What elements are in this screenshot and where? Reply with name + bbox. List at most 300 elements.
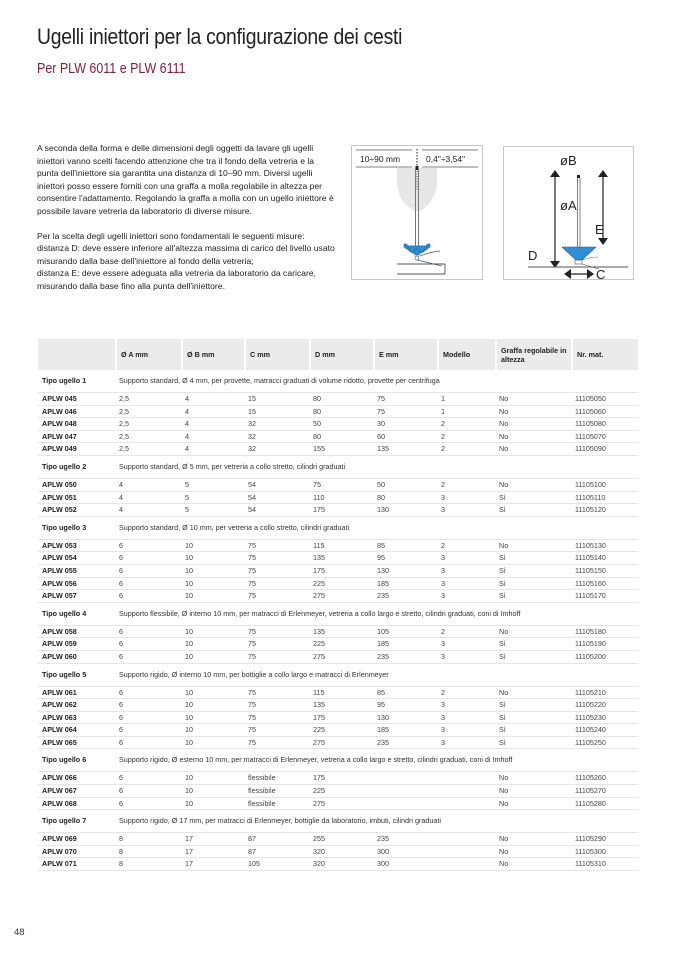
product-code: APLW 052 bbox=[38, 504, 115, 517]
cell: 11105080 bbox=[571, 418, 638, 431]
table-row bbox=[38, 785, 638, 798]
cell: 1 bbox=[437, 406, 495, 419]
injector-dimension-illustration bbox=[504, 147, 633, 279]
cell: 15 bbox=[244, 406, 309, 419]
product-code: APLW 063 bbox=[38, 712, 115, 725]
product-code: APLW 064 bbox=[38, 724, 115, 737]
page-subtitle: Per PLW 6011 e PLW 6111 bbox=[37, 61, 186, 77]
cell: Sì bbox=[495, 724, 571, 737]
product-code: APLW 057 bbox=[38, 590, 115, 603]
cell: 3 bbox=[437, 552, 495, 565]
cell: 11105130 bbox=[571, 540, 638, 553]
cell: 75 bbox=[244, 712, 309, 725]
cell: Sì bbox=[495, 578, 571, 591]
cell: 235 bbox=[373, 737, 437, 750]
cell: 2,5 bbox=[115, 431, 181, 444]
table-header-row bbox=[38, 339, 638, 370]
cell: 275 bbox=[309, 798, 373, 811]
cell: 87 bbox=[244, 833, 309, 846]
table-row bbox=[38, 418, 638, 431]
label-diameter-a: øA bbox=[560, 198, 577, 213]
cell: Sì bbox=[495, 590, 571, 603]
cell: No bbox=[495, 393, 571, 406]
cell: 32 bbox=[244, 431, 309, 444]
column-header: Ø B mm bbox=[181, 339, 244, 370]
cell: 3 bbox=[437, 565, 495, 578]
table-row bbox=[38, 687, 638, 700]
cell: 75 bbox=[244, 737, 309, 750]
cell: 130 bbox=[373, 565, 437, 578]
cell: 6 bbox=[115, 626, 181, 639]
cell: Sì bbox=[495, 712, 571, 725]
table-row bbox=[38, 638, 638, 651]
cell: 6 bbox=[115, 590, 181, 603]
cell: 2,5 bbox=[115, 418, 181, 431]
cell: 6 bbox=[115, 724, 181, 737]
cell: 10 bbox=[181, 578, 244, 591]
cell: 11105200 bbox=[571, 651, 638, 664]
cell: Sì bbox=[495, 552, 571, 565]
cell: 54 bbox=[244, 479, 309, 492]
cell: 11105300 bbox=[571, 846, 638, 859]
product-code: APLW 068 bbox=[38, 798, 115, 811]
cell: 95 bbox=[373, 699, 437, 712]
cell: 80 bbox=[309, 431, 373, 444]
cell: 10 bbox=[181, 724, 244, 737]
cell: 3 bbox=[437, 504, 495, 517]
cell: 32 bbox=[244, 443, 309, 456]
intro-line: distanza E: deve essere adeguata alla vetreria da laboratorio da caricare, misurando dalla base fino alla punta dell'iniettore. bbox=[37, 268, 316, 291]
cell bbox=[373, 785, 437, 798]
cell: 11105070 bbox=[571, 431, 638, 444]
cell: 6 bbox=[115, 785, 181, 798]
cell: 105 bbox=[373, 626, 437, 639]
cell bbox=[437, 833, 495, 846]
column-header: E mm bbox=[373, 339, 437, 370]
cell bbox=[437, 858, 495, 871]
group-description: Supporto flessibile, Ø interno 10 mm, per matracci di Erlenmeyer, vetreria a collo largo e stretto, cilindri graduati, coni di Imhoff bbox=[115, 603, 638, 626]
cell: 6 bbox=[115, 772, 181, 785]
label-e: E bbox=[595, 222, 604, 237]
cell: 11105210 bbox=[571, 687, 638, 700]
cell: 6 bbox=[115, 565, 181, 578]
cell: 10 bbox=[181, 699, 244, 712]
cell: 75 bbox=[373, 406, 437, 419]
cell: 80 bbox=[309, 406, 373, 419]
cell: 6 bbox=[115, 552, 181, 565]
cell: 130 bbox=[373, 712, 437, 725]
cell: 6 bbox=[115, 687, 181, 700]
range-figure bbox=[351, 145, 483, 280]
intro-text bbox=[37, 142, 337, 305]
cell: 4 bbox=[181, 393, 244, 406]
cell: 4 bbox=[115, 492, 181, 505]
cell: 4 bbox=[181, 418, 244, 431]
column-header bbox=[38, 339, 115, 370]
column-header: C mm bbox=[244, 339, 309, 370]
cell: Sì bbox=[495, 565, 571, 578]
cell: Sì bbox=[495, 638, 571, 651]
product-code: APLW 061 bbox=[38, 687, 115, 700]
cell: Sì bbox=[495, 737, 571, 750]
cell: Sì bbox=[495, 651, 571, 664]
cell: 17 bbox=[181, 833, 244, 846]
cell bbox=[373, 772, 437, 785]
cell: 10 bbox=[181, 540, 244, 553]
intro-line: distanza D: deve essere inferiore all'altezza massima di carico del livello usato misurando dalla base dell'iniettore al fondo della vetreria; bbox=[37, 243, 335, 266]
cell: 115 bbox=[309, 540, 373, 553]
cell: 32 bbox=[244, 418, 309, 431]
cell: No bbox=[495, 479, 571, 492]
cell bbox=[437, 785, 495, 798]
cell: 10 bbox=[181, 798, 244, 811]
table-row bbox=[38, 565, 638, 578]
cell: 75 bbox=[244, 565, 309, 578]
cell: 4 bbox=[115, 504, 181, 517]
dimension-figure bbox=[503, 146, 634, 280]
product-code: APLW 071 bbox=[38, 858, 115, 871]
intro-line: Per la scelta degli ugelli iniettori sono fondamentali le seguenti misure: bbox=[37, 230, 305, 241]
cell: 75 bbox=[244, 638, 309, 651]
page-number: 48 bbox=[14, 927, 25, 938]
cell: No bbox=[495, 431, 571, 444]
cell: 2 bbox=[437, 431, 495, 444]
table-row bbox=[38, 492, 638, 505]
table-row bbox=[38, 406, 638, 419]
cell: 11105050 bbox=[571, 393, 638, 406]
cell: 11105090 bbox=[571, 443, 638, 456]
cell: 85 bbox=[373, 687, 437, 700]
cell: 75 bbox=[244, 540, 309, 553]
group-name: Tipo ugello 5 bbox=[38, 664, 115, 687]
cell: 5 bbox=[181, 492, 244, 505]
label-d: D bbox=[528, 248, 538, 263]
cell: 75 bbox=[244, 590, 309, 603]
cell: 3 bbox=[437, 578, 495, 591]
column-header: Ø A mm bbox=[115, 339, 181, 370]
cell: 4 bbox=[115, 479, 181, 492]
cell: 2 bbox=[437, 443, 495, 456]
table-row bbox=[38, 772, 638, 785]
cell: 2 bbox=[437, 479, 495, 492]
cell: 8 bbox=[115, 833, 181, 846]
cell: 11105060 bbox=[571, 406, 638, 419]
product-code: APLW 066 bbox=[38, 772, 115, 785]
cell: 75 bbox=[244, 699, 309, 712]
cell: 255 bbox=[309, 833, 373, 846]
table-row bbox=[38, 626, 638, 639]
cell: 175 bbox=[309, 504, 373, 517]
cell: 2,5 bbox=[115, 406, 181, 419]
cell: 275 bbox=[309, 651, 373, 664]
cell: 3 bbox=[437, 492, 495, 505]
cell: 2 bbox=[437, 687, 495, 700]
cell: 4 bbox=[181, 431, 244, 444]
group-header-row bbox=[38, 517, 638, 540]
table-row bbox=[38, 552, 638, 565]
cell: 10 bbox=[181, 626, 244, 639]
product-code: APLW 067 bbox=[38, 785, 115, 798]
cell: 75 bbox=[244, 552, 309, 565]
intro-paragraph-1: A seconda della forma e delle dimensioni degli oggetti da lavare gli ugelli iniettori vanno scelti facendo attenzione che tra il fondo della vetreria e la punta dell'iniettore sia garantita una distanza di 10–90 mm. Diversi ugelli iniettori posso essere forniti con una graffa a molla regolabile in altezza per consentire l'adattamento. Regolando la graffa a molla con un ugello iniettore è possibile lavare vetreria da laboratorio di diverse misure. bbox=[37, 143, 334, 216]
cell: 54 bbox=[244, 504, 309, 517]
cell: 3 bbox=[437, 651, 495, 664]
group-name: Tipo ugello 1 bbox=[38, 370, 115, 393]
cell: 11105310 bbox=[571, 858, 638, 871]
group-description: Supporto rigido, Ø esterno 10 mm, per matracci di Erlenmeyer, vetreria a collo largo e stretto, cilindri graduati, coni di Imhoff bbox=[115, 749, 638, 772]
cell: Sì bbox=[495, 504, 571, 517]
cell: 11105160 bbox=[571, 578, 638, 591]
product-code: APLW 065 bbox=[38, 737, 115, 750]
cell: 75 bbox=[244, 724, 309, 737]
table-row bbox=[38, 651, 638, 664]
cell: No bbox=[495, 418, 571, 431]
cell: 235 bbox=[373, 833, 437, 846]
cell: 95 bbox=[373, 552, 437, 565]
cell: 275 bbox=[309, 590, 373, 603]
cell: 30 bbox=[373, 418, 437, 431]
range-label-mm: 10÷90 mm bbox=[360, 154, 401, 164]
cell: 105 bbox=[244, 858, 309, 871]
cell: 225 bbox=[309, 578, 373, 591]
cell: 6 bbox=[115, 737, 181, 750]
cell: 11105190 bbox=[571, 638, 638, 651]
cell: 10 bbox=[181, 552, 244, 565]
table-row bbox=[38, 504, 638, 517]
product-code: APLW 062 bbox=[38, 699, 115, 712]
cell: 135 bbox=[309, 626, 373, 639]
table-row bbox=[38, 798, 638, 811]
cell: 185 bbox=[373, 638, 437, 651]
cell: 235 bbox=[373, 651, 437, 664]
cell: 2,5 bbox=[115, 443, 181, 456]
cell: 2,5 bbox=[115, 393, 181, 406]
cell: No bbox=[495, 540, 571, 553]
cell: 11105220 bbox=[571, 699, 638, 712]
cell: 3 bbox=[437, 712, 495, 725]
cell: 11105240 bbox=[571, 724, 638, 737]
group-name: Tipo ugello 2 bbox=[38, 456, 115, 479]
cell: No bbox=[495, 406, 571, 419]
cell: 135 bbox=[309, 552, 373, 565]
cell: 110 bbox=[309, 492, 373, 505]
table-row bbox=[38, 479, 638, 492]
cell: 3 bbox=[437, 590, 495, 603]
cell: 3 bbox=[437, 638, 495, 651]
cell: 80 bbox=[309, 393, 373, 406]
product-code: APLW 069 bbox=[38, 833, 115, 846]
cell: 10 bbox=[181, 785, 244, 798]
cell: 11105250 bbox=[571, 737, 638, 750]
cell: 2 bbox=[437, 540, 495, 553]
cell: 6 bbox=[115, 578, 181, 591]
cell: 10 bbox=[181, 687, 244, 700]
cell: 5 bbox=[181, 504, 244, 517]
cell: 11105260 bbox=[571, 772, 638, 785]
cell: No bbox=[495, 626, 571, 639]
cell: 75 bbox=[373, 393, 437, 406]
cell: 10 bbox=[181, 737, 244, 750]
cell: 10 bbox=[181, 651, 244, 664]
nozzle-spec-table bbox=[38, 339, 638, 871]
cell: 300 bbox=[373, 846, 437, 859]
cell: Sì bbox=[495, 699, 571, 712]
cell: 155 bbox=[309, 443, 373, 456]
cell: 320 bbox=[309, 846, 373, 859]
cell: 130 bbox=[373, 504, 437, 517]
cell: No bbox=[495, 858, 571, 871]
cell: 320 bbox=[309, 858, 373, 871]
table-row bbox=[38, 737, 638, 750]
column-header: Modello bbox=[437, 339, 495, 370]
table-row bbox=[38, 443, 638, 456]
cell: 17 bbox=[181, 846, 244, 859]
cell: 115 bbox=[309, 687, 373, 700]
product-code: APLW 059 bbox=[38, 638, 115, 651]
cell: 175 bbox=[309, 565, 373, 578]
table-row bbox=[38, 712, 638, 725]
cell: 10 bbox=[181, 772, 244, 785]
product-code: APLW 053 bbox=[38, 540, 115, 553]
cell: 60 bbox=[373, 431, 437, 444]
cell: 8 bbox=[115, 846, 181, 859]
cell: 11105140 bbox=[571, 552, 638, 565]
cell: 75 bbox=[244, 651, 309, 664]
cell: No bbox=[495, 772, 571, 785]
cell: 185 bbox=[373, 724, 437, 737]
cell: flessibile bbox=[244, 772, 309, 785]
table-row bbox=[38, 393, 638, 406]
group-header-row bbox=[38, 370, 638, 393]
column-header: Nr. mat. bbox=[571, 339, 638, 370]
group-header-row bbox=[38, 810, 638, 833]
table-row bbox=[38, 858, 638, 871]
product-code: APLW 049 bbox=[38, 443, 115, 456]
cell: 75 bbox=[244, 687, 309, 700]
product-code: APLW 060 bbox=[38, 651, 115, 664]
cell: 11105270 bbox=[571, 785, 638, 798]
cell: 175 bbox=[309, 772, 373, 785]
table-row bbox=[38, 833, 638, 846]
cell: 11105280 bbox=[571, 798, 638, 811]
cell: 275 bbox=[309, 737, 373, 750]
injector-range-illustration bbox=[352, 146, 482, 279]
cell: 4 bbox=[181, 406, 244, 419]
cell: 6 bbox=[115, 638, 181, 651]
cell: 225 bbox=[309, 638, 373, 651]
cell: 300 bbox=[373, 858, 437, 871]
group-header-row bbox=[38, 603, 638, 626]
table-row bbox=[38, 699, 638, 712]
cell: 11105110 bbox=[571, 492, 638, 505]
group-description: Supporto rigido, Ø interno 10 mm, per bottiglie a collo largo e matracci di Erlenmeyer bbox=[115, 664, 638, 687]
table-row bbox=[38, 724, 638, 737]
cell: 6 bbox=[115, 540, 181, 553]
cell: 6 bbox=[115, 699, 181, 712]
cell: flessibile bbox=[244, 785, 309, 798]
cell: 87 bbox=[244, 846, 309, 859]
product-code: APLW 045 bbox=[38, 393, 115, 406]
cell: 75 bbox=[309, 479, 373, 492]
cell: 225 bbox=[309, 785, 373, 798]
group-name: Tipo ugello 3 bbox=[38, 517, 115, 540]
range-label-inch: 0,4"÷3,54" bbox=[426, 154, 466, 164]
group-description: Supporto standard, Ø 5 mm, per vetreria a collo stretto, cilindri graduati bbox=[115, 456, 638, 479]
group-description: Supporto standard, Ø 4 mm, per provette, matracci graduati di volume ridotto, provette per centrifuga bbox=[115, 370, 638, 393]
cell: No bbox=[495, 833, 571, 846]
cell: 75 bbox=[244, 578, 309, 591]
table-row bbox=[38, 578, 638, 591]
cell: No bbox=[495, 785, 571, 798]
cell: 4 bbox=[181, 443, 244, 456]
table-body bbox=[38, 370, 638, 871]
cell: 6 bbox=[115, 651, 181, 664]
group-description: Supporto standard, Ø 10 mm, per vetreria a collo stretto, cilindri graduati bbox=[115, 517, 638, 540]
cell bbox=[373, 798, 437, 811]
cell: 10 bbox=[181, 712, 244, 725]
cell: 11105100 bbox=[571, 479, 638, 492]
cell: No bbox=[495, 687, 571, 700]
column-header: Graffa regolabile in altezza bbox=[495, 339, 571, 370]
cell: 3 bbox=[437, 699, 495, 712]
table-row bbox=[38, 590, 638, 603]
group-name: Tipo ugello 7 bbox=[38, 810, 115, 833]
cell: 185 bbox=[373, 578, 437, 591]
cell: 85 bbox=[373, 540, 437, 553]
label-c: C bbox=[596, 267, 606, 279]
cell: 11105290 bbox=[571, 833, 638, 846]
group-description: Supporto rigido, Ø 17 mm, per matracci di Erlenmeyer, bottiglie da laboratorio, imbuti, cilindri graduati bbox=[115, 810, 638, 833]
group-name: Tipo ugello 4 bbox=[38, 603, 115, 626]
group-header-row bbox=[38, 456, 638, 479]
cell: 5 bbox=[181, 479, 244, 492]
product-code: APLW 051 bbox=[38, 492, 115, 505]
cell: 54 bbox=[244, 492, 309, 505]
cell: 10 bbox=[181, 590, 244, 603]
cell: 11105120 bbox=[571, 504, 638, 517]
intro-paragraph-2 bbox=[37, 230, 337, 293]
product-code: APLW 048 bbox=[38, 418, 115, 431]
table-row bbox=[38, 846, 638, 859]
cell: 50 bbox=[309, 418, 373, 431]
table-row bbox=[38, 540, 638, 553]
cell: flessibile bbox=[244, 798, 309, 811]
table-row bbox=[38, 431, 638, 444]
cell: 11105230 bbox=[571, 712, 638, 725]
cell bbox=[437, 798, 495, 811]
cell bbox=[437, 772, 495, 785]
cell: 225 bbox=[309, 724, 373, 737]
cell: 80 bbox=[373, 492, 437, 505]
cell: No bbox=[495, 846, 571, 859]
cell: 6 bbox=[115, 712, 181, 725]
cell: 50 bbox=[373, 479, 437, 492]
product-code: APLW 054 bbox=[38, 552, 115, 565]
cell: 6 bbox=[115, 798, 181, 811]
group-name: Tipo ugello 6 bbox=[38, 749, 115, 772]
cell bbox=[437, 846, 495, 859]
product-code: APLW 070 bbox=[38, 846, 115, 859]
cell: 11105150 bbox=[571, 565, 638, 578]
cell: No bbox=[495, 798, 571, 811]
product-code: APLW 047 bbox=[38, 431, 115, 444]
cell: 135 bbox=[373, 443, 437, 456]
product-code: APLW 055 bbox=[38, 565, 115, 578]
cell: 135 bbox=[309, 699, 373, 712]
cell: 11105170 bbox=[571, 590, 638, 603]
product-code: APLW 058 bbox=[38, 626, 115, 639]
label-diameter-b: øB bbox=[560, 153, 577, 168]
